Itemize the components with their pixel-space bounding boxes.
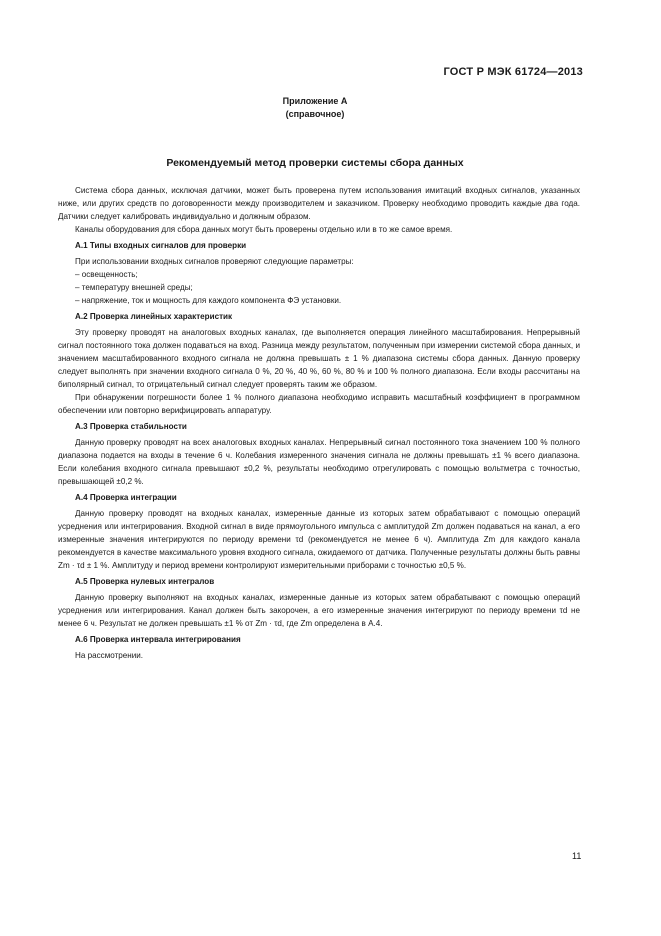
section-paragraph: На рассмотрении.	[75, 651, 144, 660]
section-heading: А.3 Проверка стабильности	[75, 422, 187, 431]
appendix-label: Приложение А	[282, 96, 348, 106]
section-paragraph: При обнаружении погрешности более 1 % полного диапазона необходимо исправить масштабный коэффициент в программном обеспечении или повторно верифицировать аппаратуру.	[58, 393, 580, 415]
section-heading: А.2 Проверка линейных характеристик	[75, 312, 233, 321]
document-body	[58, 184, 580, 662]
section-heading: А.4 Проверка интеграции	[75, 493, 177, 502]
section-paragraph: Данную проверку проводят на входных каналах, измеренные данные из которых затем обрабатывают с помощью операций усреднения или интегрирования. Входной сигнал в виде прямоугольного импульса с амплитудой Zm должен подаваться на канал, а его измеренные значения интегрируются по периоду времени τd (рекомендуется не менее 6 ч). Амплитуда Zm для каждого канала рекомендуется в качестве максимального уровня входного сигнала, ожидаемого от датчика. Полученные результаты должны быть равны Zm · τd ± 1 %. Амплитуду и период времени контролируют измерительными приборами с точностью ±0,5 %.	[58, 509, 580, 570]
section-paragraph: Данную проверку выполняют на входных каналах, измеренные данные из которых затем обрабатывают с помощью операций усреднения или интегрирования. Канал должен быть закорочен, а его измеренные значения интегрируют по периоду времени τd не менее 6 ч. Результат не должен превышать ±1 % от Zm · τd, где Zm определена в А.4.	[58, 593, 580, 628]
page-number: 11	[572, 851, 582, 861]
section-heading: А.5 Проверка нулевых интегралов	[75, 577, 215, 586]
section-heading: А.6 Проверка интервала интегрирования	[75, 635, 241, 644]
section-heading: А.1 Типы входных сигналов для проверки	[75, 241, 247, 250]
section-paragraph: Данную проверку проводят на всех аналоговых входных каналах. Непрерывный сигнал постоянного тока значением 100 % полного диапазона подается на входы в течение 6 ч. Колебания измеренного значения сигнала не должны превышать ±1 % всего диапазона. Если колебания входного сигнала превышают ±0,2 %, результаты необходимо отрегулировать с помощью вольтметра с точностью, превышающей ±0,2 %.	[58, 438, 580, 486]
list-item: – напряжение, ток и мощность для каждого компонента ФЭ установки.	[75, 296, 342, 305]
list-item: – температуру внешней среды;	[75, 283, 193, 292]
list-item: – освещенность;	[75, 270, 138, 279]
section-paragraph: Эту проверку проводят на аналоговых входных каналах, где выполняется операция линейного масштабирования. Непрерывный сигнал постоянного тока должен подаваться на вход. Разница между результатом, полученным при измерении системой сбора данных, и значением масштабированного входного сигнала не должна превышать ± 1 % диапазона системы сбора данных. Данную проверку следует выполнять при значении входного сигнала 0 %, 20 %, 40 %, 60 %, 80 % и 100 % полного диапазона. Если входы рассчитаны на биполярный сигнал, то отрицательный сигнал следует проверять таким же образом.	[58, 328, 580, 389]
standard-header: ГОСТ Р МЭК 61724—2013	[443, 66, 583, 78]
intro-paragraph: Каналы оборудования для сбора данных могут быть проверены отдельно или в то же самое время.	[75, 225, 453, 234]
section-paragraph: При использовании входных сигналов проверяют следующие параметры:	[75, 257, 354, 266]
appendix-heading	[0, 95, 630, 121]
intro-paragraph: Система сбора данных, исключая датчики, может быть проверена путем использования имитаций входных сигналов, указанных ниже, или других средств по договоренности между производителем и заказчиком. Проверку необходимо проводить каждые два года. Датчики следует калибровать индивидуально и должным образом.	[58, 186, 580, 221]
appendix-note: (справочное)	[285, 109, 345, 119]
document-title: Рекомендуемый метод проверки системы сбора данных	[166, 157, 464, 169]
